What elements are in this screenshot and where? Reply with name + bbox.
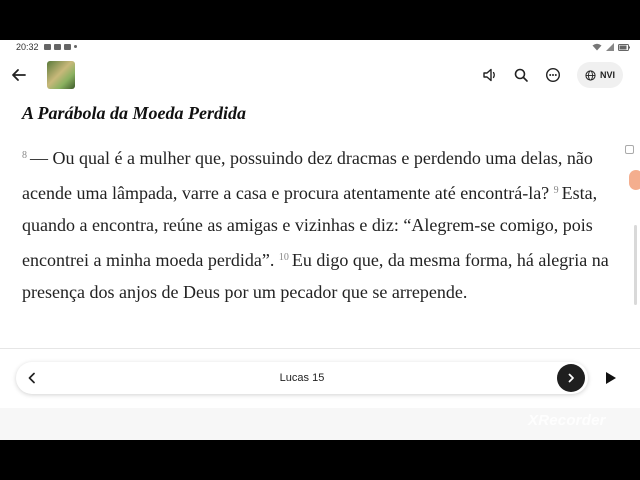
divider [0, 348, 640, 349]
arrow-left-icon[interactable] [10, 66, 28, 84]
verse-number: 10 [278, 251, 289, 263]
wifi-icon [592, 43, 602, 51]
app-screen [0, 40, 640, 440]
search-icon[interactable] [513, 67, 529, 83]
version-label: NVI [599, 70, 615, 80]
globe-icon [585, 70, 596, 81]
verse-8[interactable] [22, 148, 593, 203]
status-bar [0, 40, 640, 54]
bible-passage [22, 140, 622, 309]
recorder-watermark: XRecorder [528, 412, 606, 429]
top-app-bar [0, 60, 640, 90]
play-icon[interactable] [601, 369, 619, 387]
gallery-icon [64, 44, 71, 50]
notification-icons [44, 44, 77, 50]
cloud-icon [54, 44, 61, 50]
speaker-icon[interactable] [482, 67, 498, 83]
side-panel-icon[interactable] [625, 145, 634, 154]
verse-text: — Ou qual é a mulher que, possuindo dez dracmas e perdendo uma delas, não acende uma lâmpada, varre a casa e procura atentamente até encontrá-la? [22, 148, 593, 203]
battery-icon [618, 44, 630, 51]
version-selector[interactable] [577, 62, 623, 88]
video-camera-icon [44, 44, 51, 50]
floating-edge-handle[interactable] [629, 170, 640, 190]
more-notifications-icon [74, 45, 77, 48]
chapter-selector[interactable]: Lucas 15 [279, 372, 325, 384]
plan-thumbnail-image[interactable] [47, 61, 75, 89]
verse-text: Esta, quando a encontra, reúne as amigas e vizinhas e diz: “Alegrem-se comigo, pois encontrei a minha moeda perdida”. [22, 182, 598, 270]
verse-number: 8 [22, 150, 27, 161]
chevron-left-icon[interactable] [24, 370, 40, 386]
verse-text: Eu digo que, da mesma forma, há alegria na presença dos anjos de Deus por um pecador que se arrepende. [22, 249, 609, 302]
scrollbar[interactable] [634, 225, 637, 305]
section-heading: A Parábola da Moeda Perdida [22, 103, 246, 123]
status-time: 20:32 [16, 42, 39, 52]
chapter-navigation-bar [16, 362, 588, 394]
more-dots-icon[interactable] [545, 67, 561, 83]
signal-icon [606, 43, 614, 51]
verse-number: 9 [553, 184, 559, 196]
system-icons [592, 43, 630, 51]
next-chapter-button[interactable] [557, 364, 585, 392]
chevron-right-icon [565, 372, 577, 384]
